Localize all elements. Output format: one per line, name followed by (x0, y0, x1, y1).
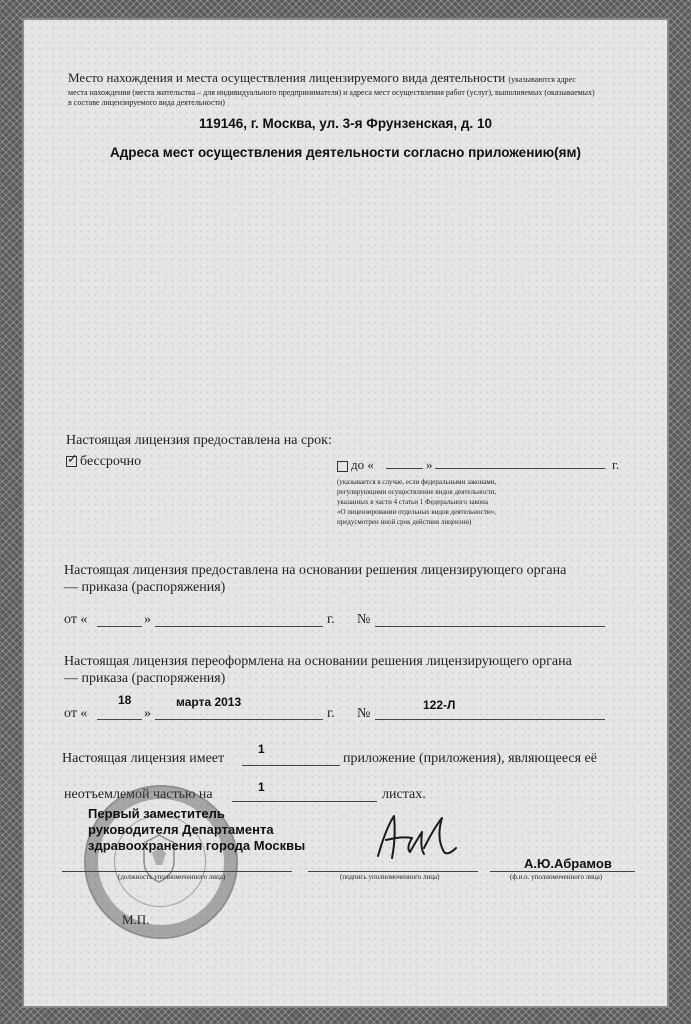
basis-number-line (375, 626, 605, 627)
main-address: 119146, г. Москва, ул. 3-я Фрунзенская, д. 10 (198, 116, 492, 131)
until-day-line (386, 468, 423, 469)
basis-line-2: — приказа (распоряжения) (64, 580, 226, 595)
appendix-text-3: неотъемлемой частью на (64, 787, 213, 802)
until-mid: » (426, 457, 433, 472)
term-note-4: «О лицензировании отдельных видов деятельности», (337, 508, 496, 516)
reissue-line-2: — приказа (распоряжения) (64, 671, 226, 686)
activity-places: Адреса мест осуществления деятельности согласно приложению(ям) (109, 145, 582, 160)
basis-number-label: № (357, 612, 371, 627)
until-suffix: г. (612, 457, 620, 472)
term-note-2: регулирующими осуществление видов деятельности, (337, 488, 497, 496)
reissue-day: 18 (118, 693, 132, 707)
reissue-number-line (375, 719, 605, 720)
header-note-2: места нахождения (места жительства – для индивидуального предпринимателя) и адреса мест осуществления работ (услуг), выполняемых (оказываемых) (68, 88, 595, 97)
caption-signature: (подпись уполномоченного лица) (340, 873, 440, 881)
basis-from-prefix: от « (64, 612, 88, 627)
header-block (68, 70, 648, 85)
reissue-from-mid: » (144, 706, 151, 721)
reissue-date-line (155, 719, 323, 720)
signatory-name: А.Ю.Абрамов (524, 856, 612, 871)
header-title: Место нахождения и места осуществления лицензируемого вида деятельности (68, 70, 506, 85)
term-note-5: предусмотрен иной срок действия лицензии) (337, 518, 472, 526)
header-note-1: (указываются адрес (508, 75, 576, 84)
appendix-count-line (242, 765, 340, 766)
basis-year-suffix: г. (327, 612, 335, 627)
appendix-sheets-line (232, 801, 377, 802)
reissue-number-label: № (357, 706, 371, 721)
reissue-year-suffix: г. (327, 706, 335, 721)
handwritten-signature (372, 808, 462, 868)
caption-position: (должность уполномоченного лица) (118, 873, 226, 881)
reissue-day-line (97, 719, 142, 720)
term-note-3: указанных в части 4 статьи 1 Федерального закона (337, 498, 489, 506)
term-note-1: (указывается в случае, если федеральными законами, (337, 478, 497, 486)
header-note-3: в составе лицензируемого вида деятельности) (68, 98, 225, 107)
appendix-text-2: приложение (приложения), являющееся её (343, 751, 597, 766)
unlimited-checkbox (66, 452, 78, 468)
appendix-count: 1 (258, 742, 265, 756)
basis-day-line (97, 626, 142, 627)
basis-from-mid: » (144, 612, 151, 627)
name-line (490, 871, 635, 872)
appendix-text-4: листах. (382, 787, 426, 802)
caption-name: (ф.и.о. уполномоченного лица) (510, 873, 603, 881)
reissue-number: 122-Л (423, 698, 456, 712)
check-icon: ✓ (67, 452, 78, 468)
signatory-position: Первый заместитель руководителя Департамента здравоохранения города Москвы (88, 806, 306, 853)
reissue-from-prefix: от « (64, 706, 88, 721)
term-heading: Настоящая лицензия предоставлена на срок: (66, 433, 332, 448)
until-date-line (435, 468, 605, 469)
basis-line-1: Настоящая лицензия предоставлена на основании решения лицензирующего органа (64, 563, 567, 578)
reissue-month-year: марта 2013 (176, 695, 242, 709)
term-until (337, 457, 374, 473)
until-checkbox (337, 461, 348, 472)
basis-date-line (155, 626, 323, 627)
signature-line (308, 871, 478, 872)
unlimited-label: бессрочно (80, 454, 142, 469)
position-line (62, 871, 292, 872)
reissue-line-1: Настоящая лицензия переоформлена на основании решения лицензирующего органа (64, 654, 572, 669)
term-unlimited (66, 454, 141, 470)
seal-place-label: М.П. (122, 912, 150, 927)
appendix-sheets: 1 (258, 780, 265, 794)
appendix-text-1: Настоящая лицензия имеет (62, 751, 225, 766)
until-prefix: до « (351, 457, 374, 472)
